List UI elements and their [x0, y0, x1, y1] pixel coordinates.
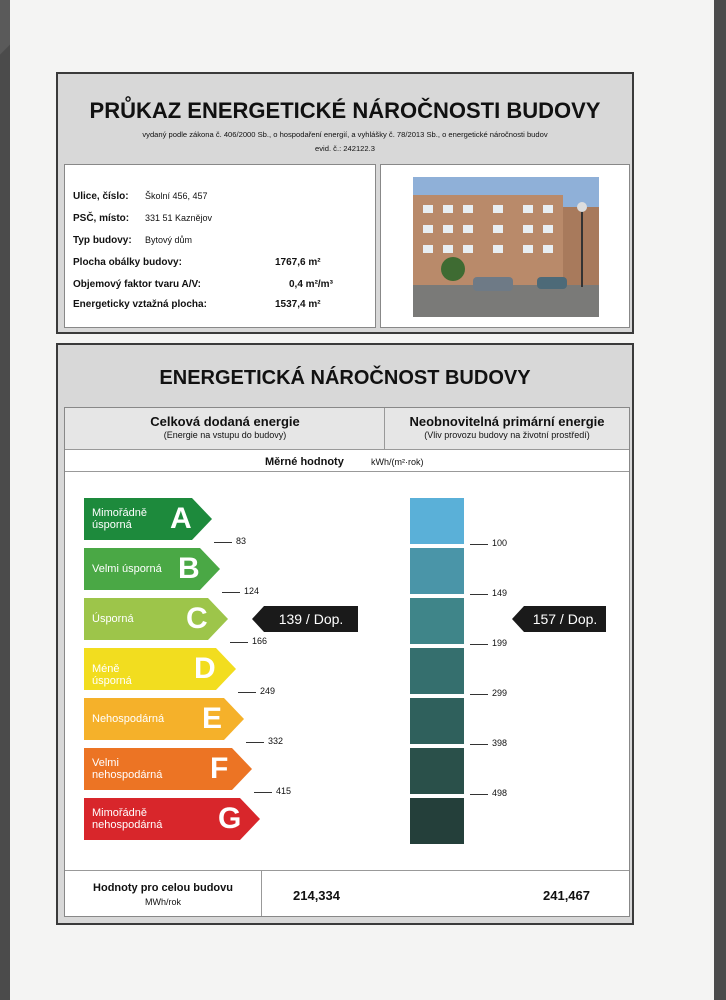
class-letter: F [210, 752, 229, 785]
class-bar-tip [216, 648, 236, 690]
primary-class-block-c [410, 598, 464, 644]
building-photo-frame [380, 164, 630, 328]
class-bar-tip [200, 548, 220, 590]
class-bar-tip [232, 748, 252, 790]
type-value: Bytový dům [145, 235, 193, 245]
specific-values-row [65, 450, 629, 472]
primary-class-block-b [410, 548, 464, 594]
primary-energy-subtitle: (Vliv provozu budovy na životní prostředí) [424, 430, 590, 440]
class-letter: E [202, 702, 223, 735]
primary-energy-title: Neobnovitelná primární energie [409, 414, 605, 429]
delivered-marker-arrow [252, 606, 264, 632]
class-limit-label: 415 [276, 786, 292, 796]
evidence-number: evid. č.: 242122.3 [315, 144, 375, 153]
primary-marker-arrow [512, 606, 524, 632]
class-label: Velmi nehospodárná [92, 757, 163, 781]
class-bar-tip [240, 798, 260, 840]
psc-value: 331 51 Kaznějov [145, 213, 213, 223]
total-delivered-value: 214,334 [293, 888, 340, 903]
street-label: Ulice, číslo: [73, 191, 129, 202]
class-limit-label: 124 [244, 586, 260, 596]
class-bar-tip [208, 598, 228, 640]
primary-limit-label: 100 [492, 538, 508, 548]
class-label: Úsporná [92, 613, 134, 625]
reference-area-value: 1537,4 m² [275, 299, 321, 310]
primary-limit-label: 498 [492, 788, 508, 798]
class-label: Méně úsporná [92, 663, 132, 687]
primary-limit-label: 398 [492, 738, 508, 748]
class-limit-label: 166 [252, 636, 268, 646]
class-label: Mimořádně úsporná [92, 507, 148, 531]
certificate-title: PRŮKAZ ENERGETICKÉ NÁROČNOSTI BUDOVY [89, 98, 601, 123]
building-photo [413, 177, 599, 317]
psc-label: PSČ, místo: [73, 213, 130, 224]
primary-limit-label: 199 [492, 638, 508, 648]
reference-area-label: Energeticky vztažná plocha: [73, 299, 207, 310]
energy-class-a [84, 498, 214, 540]
building-info-box [64, 164, 376, 328]
envelope-label: Plocha obálky budovy: [73, 257, 182, 268]
shape-factor-label: Objemový faktor tvaru A/V: [73, 279, 201, 290]
class-letter: B [178, 552, 200, 585]
energy-class-d [84, 648, 238, 690]
total-label: Hodnoty pro celou budovu [93, 882, 233, 894]
class-limit-label: 249 [260, 686, 276, 696]
specific-values-unit: kWh/(m²·rok) [371, 457, 424, 467]
delivered-energy-title: Celková dodaná energie [150, 414, 300, 429]
primary-energy-marker: 157 / Dop. [524, 606, 606, 632]
primary-limit-label: 299 [492, 688, 508, 698]
total-unit: MWh/rok [145, 897, 181, 907]
primary-class-block-a [410, 498, 464, 544]
delivered-energy-subtitle: (Energie na vstupu do budovy) [163, 430, 287, 440]
primary-class-block-d [410, 648, 464, 694]
class-limit-label: 83 [236, 536, 247, 546]
class-limit-label: 332 [268, 736, 284, 746]
class-letter: A [170, 502, 192, 535]
class-letter: G [218, 802, 242, 835]
envelope-value: 1767,6 m² [275, 257, 321, 268]
total-primary-value: 241,467 [543, 888, 590, 903]
energy-class-g [84, 798, 262, 840]
class-label: Nehospodárná [92, 713, 165, 725]
primary-class-block-e [410, 698, 464, 744]
shape-factor-value: 0,4 m²/m³ [289, 279, 333, 290]
class-bar-tip [192, 498, 212, 540]
header-panel [56, 72, 634, 334]
primary-class-block-f [410, 748, 464, 794]
energy-class-e [84, 698, 246, 740]
energy-class-b [84, 548, 222, 590]
class-bar-tip [224, 698, 244, 740]
class-letter: D [194, 652, 216, 685]
class-label: Mimořádně nehospodárná [92, 807, 163, 831]
type-label: Typ budovy: [73, 235, 132, 246]
energy-class-f [84, 748, 254, 790]
primary-class-block-g [410, 798, 464, 844]
total-divider [261, 870, 262, 916]
class-letter: C [186, 602, 208, 635]
street-value: Školní 456, 457 [145, 191, 208, 201]
delivered-energy-marker: 139 / Dop. [264, 606, 358, 632]
primary-limit-label: 149 [492, 588, 508, 598]
certificate-subtitle: vydaný podle zákona č. 406/2000 Sb., o hospodaření energií, a vyhlášky č. 78/2013 Sb., o energetické náročnosti budov [142, 130, 548, 139]
class-label: Velmi úsporná [92, 563, 162, 575]
specific-values-label: Měrné hodnoty [265, 456, 344, 468]
rating-title: ENERGETICKÁ NÁROČNOST BUDOVY [159, 367, 531, 389]
energy-class-c [84, 598, 230, 640]
